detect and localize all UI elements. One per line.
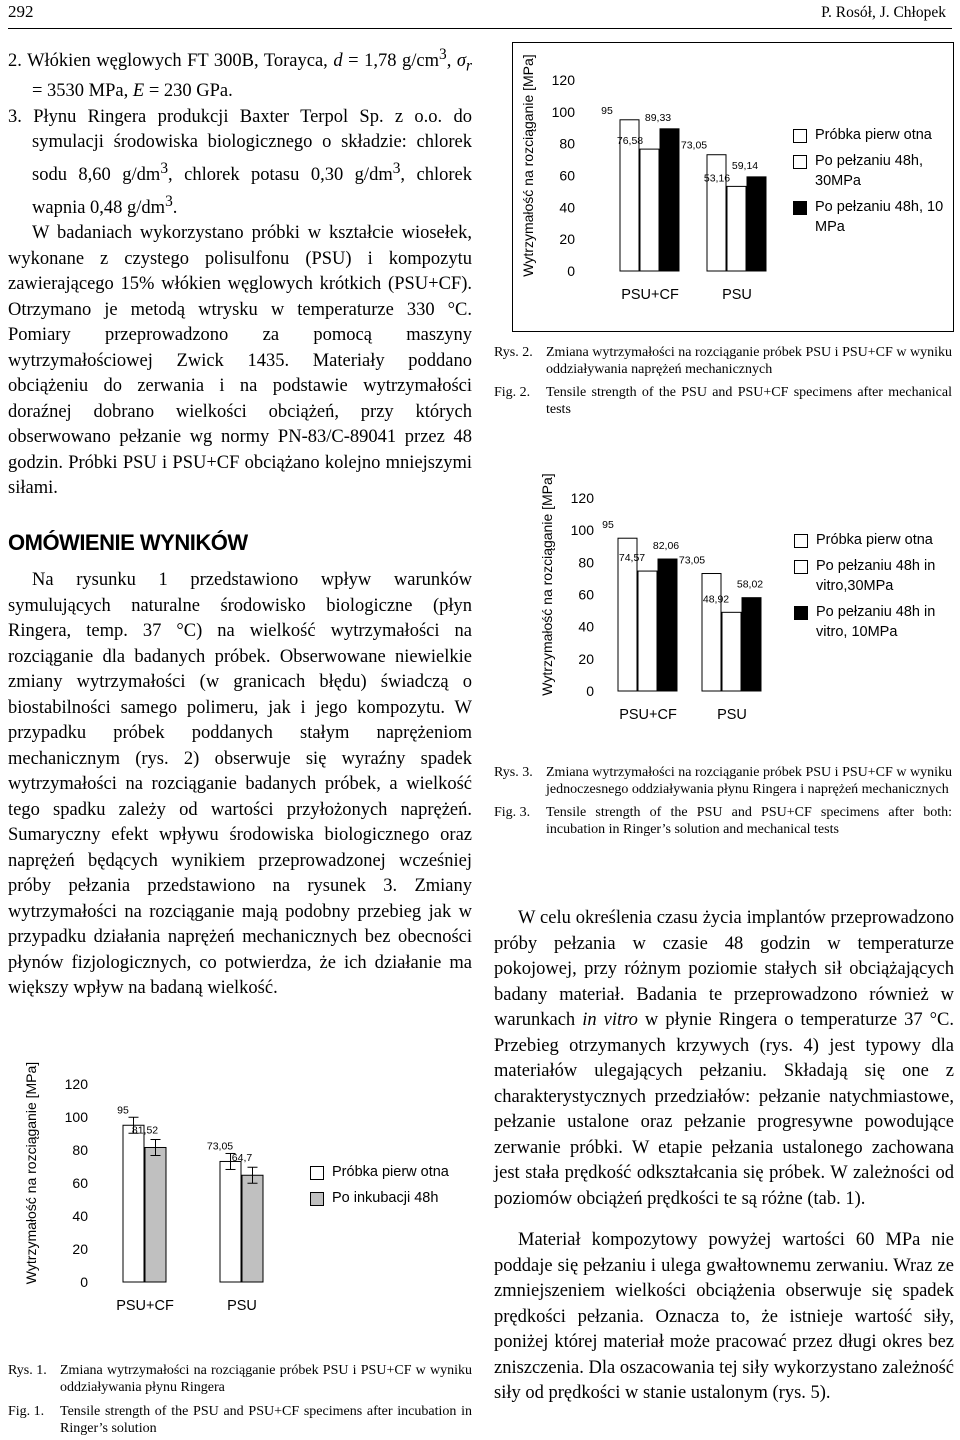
legend-label: Próbka pierw otna	[816, 532, 933, 548]
bar	[242, 1175, 263, 1282]
y-tick-label: 20	[578, 650, 594, 667]
legend-swatch	[793, 201, 807, 215]
y-tick-label: 100	[570, 522, 594, 539]
y-tick-label: 0	[586, 683, 594, 699]
legend-swatch	[793, 129, 807, 143]
legend-item	[793, 125, 951, 145]
x-tick-label: PSU	[717, 707, 747, 723]
figure-1-frame	[14, 1038, 474, 1348]
legend-label: Próbka pierw otna	[815, 127, 932, 143]
caption-number: Rys. 2.	[494, 345, 533, 360]
legend-label: Po pełzaniu 48h, 30MPa	[815, 153, 924, 189]
header-rule	[8, 28, 952, 29]
data-label: 48,92	[702, 593, 730, 606]
caption-text: Tensile strength of the PSU and PSU+CF specimens after both: incubation in Ringer’s solution and mechanical tests	[546, 805, 952, 837]
bar	[123, 1125, 144, 1282]
caption-text: Zmiana wytrzymałości na rozciąganie próbek PSU i PSU+CF w wyniku jednoczesnego oddziaływania płynu Ringera i naprężeń mechanicznych	[546, 765, 952, 797]
creep-paragraph-2: Materiał kompozytowy powyżej wartości 60 MPa nie poddaje się pełzaniu i ulega gwałtownemu zerwaniu. Wraz ze zmniejszeniem wielkości obciążenia obserwuje się spadek prędkości pełzania. Oznacza to, że istnieje wartość siły, poniżej której materiał może pracować przez długi okres bez zniszczenia. Dla oszacowania tej siły wykorzystano zależność siły od prędkości w stanie ustalonym (rys. 5).	[494, 1230, 954, 1403]
y-tick-label: 60	[559, 167, 575, 184]
figure-2-chart	[513, 43, 783, 331]
legend-label: Po pełzaniu 48h, 10 MPa	[815, 199, 944, 235]
data-label: 95	[117, 1104, 129, 1117]
legend-item	[794, 602, 954, 642]
creep-paragraph-1	[494, 906, 954, 1212]
caption-number: Rys. 1.	[8, 1363, 47, 1378]
paragraph-text: W celu określenia czasu życia implantów przeprowadzono próby pełzania w czasie 48 godzin w temperaturze pokojowej, przy różnym poziomie stałych sił obciążających badany materiał. Badania te przeprowadzono również w warunkach in vitro w płynie Ringera o temperaturze 37 °C. Przebieg otrzymanych krzywych (rys. 4) jest typowy dla materiałów ulegających pełzaniu. Składają się one z charakterystycznych przedziałów: pełzanie natychmiastowe, pełzanie ustalone oraz pełzanie progresywne powodujące zerwanie próbki. W etapie pełzania ustalonego zachowana jest stała prędkość odkształcania się próbek. W zależności od poziomów obciążeń prędkości te są różne (tab. 1).	[494, 908, 954, 1209]
caption-number: Fig. 1.	[8, 1404, 45, 1419]
data-label: 82,06	[652, 540, 680, 553]
y-tick-label: 40	[559, 199, 575, 216]
bar	[640, 149, 659, 271]
data-label: 74,57	[618, 552, 646, 565]
y-axis-title: Wytrzymałość na rozciąganie [MPa]	[520, 54, 536, 277]
bar	[722, 612, 741, 691]
data-label: 81,52	[131, 1124, 159, 1137]
data-label: 73,05	[680, 139, 708, 152]
legend-label: Po pełzaniu 48h in vitro,30MPa	[816, 558, 936, 594]
y-tick-label: 20	[559, 231, 575, 248]
x-tick-label: PSU+CF	[116, 1298, 174, 1314]
bar	[660, 129, 679, 271]
caption-text: Zmiana wytrzymałości na rozciąganie próbek PSU i PSU+CF w wyniku oddziaływania naprężeń mechanicznych	[546, 345, 952, 377]
list-item-text: 3. Płynu Ringera produkcji Baxter Terpol Sp. z o.o. do symulacji środowiska biologicznego o składzie: chlorek sodu 8,60 $g/dm^3$, chlorek potasu 0,30 $g/dm^3$, chlorek wapnia 0,48 $g/dm^3$.	[8, 106, 472, 218]
data-label: 95	[602, 519, 614, 532]
figure-3-legend	[794, 530, 954, 648]
bar	[658, 559, 677, 691]
legend-swatch	[794, 560, 808, 574]
figure-3-caption	[494, 764, 952, 838]
legend-swatch	[793, 155, 807, 169]
legend-swatch	[794, 606, 808, 620]
figure-1-legend	[310, 1162, 470, 1214]
caption-number: Fig. 3.	[494, 805, 531, 820]
y-tick-label: 120	[64, 1076, 88, 1092]
x-tick-label: PSU	[227, 1298, 257, 1314]
figure-1-caption	[8, 1362, 472, 1437]
legend-item	[793, 151, 951, 191]
data-label: 73,05	[678, 554, 706, 567]
caption-text: Tensile strength of the PSU and PSU+CF specimens after incubation in Ringer’s solution	[60, 1404, 472, 1436]
legend-label: Próbka pierw otna	[332, 1164, 449, 1180]
data-label: 53,16	[703, 172, 731, 185]
y-tick-label: 0	[80, 1274, 88, 1290]
caption-number: Rys. 3.	[494, 765, 533, 780]
data-label: 59,14	[731, 159, 759, 172]
data-label: 64,7	[231, 1152, 253, 1165]
y-tick-label: 60	[578, 586, 594, 603]
y-tick-label: 100	[551, 103, 575, 120]
legend-item	[794, 530, 954, 550]
bar	[742, 598, 761, 691]
methods-paragraph: W badaniach wykorzystano próbki w kształcie wiosełek, wykonane z czystego polisulfonu (PSU) i kompozytu zawierającego 15% włókien węglowych krótkich (PSU+CF). Otrzymano je metodą wtrysku w temperaturze 330 °C. Pomiary przeprowadzono za pomocą maszyny wytrzymałościowej Zwick 1435. Materiały poddano obciążeniu do zerwania i na podstawie wytrzymałości doraźnej dobrano wielkości obciążeń, przy których obserwowano pełzanie wg normy PN-83/C-89041 przez 48 godzin. Próbki PSU i PSU+CF obciążano kolejno mniejszymi siłami.	[8, 223, 472, 499]
legend-swatch	[310, 1166, 324, 1180]
y-tick-label: 80	[559, 135, 575, 152]
section-heading: OMÓWIENIE WYNIKÓW	[8, 530, 248, 555]
running-head: P. Rosół, J. Chłopek	[821, 4, 946, 21]
legend-item	[794, 556, 954, 596]
caption-text: Tensile strength of the PSU and PSU+CF specimens after mechanical tests	[546, 385, 952, 417]
list-item	[8, 105, 472, 221]
results-paragraph: Na rysunku 1 przedstawiono wpływ warunków symulujących naturalne środowisko biologiczne (płyn Ringera, temp. 37 °C) na wielkość wytrzymałości na rozciąganie dla badanych próbek. Obserwowane niewielkie zmiany wytrzymałości (w granicach błędu) świadczą o biostabilności samego polimeru, jak i jego kompozytu. W przypadku próbek poddanych stałym naprężeniom mechanicznym (rys. 2) obserwuje się wyraźny spadek wytrzymałości na rozciąganie badanych próbek, a wielkość tego spadku zależy od wartości przyłożonych naprężeń. Sumaryczny efekt wpływu środowiska biologicznego oraz naprężeń będących wynikiem przeprowadzonej wcześniej próby pełzania przedstawiono na rysunek 3. Zmiany wytrzymałości na rozciąganie mają podobny przebieg jak w przypadku działania naprężeń mechanicznych bez obecności płynów fizjologicznych, co potwierdza, że ich działanie ma większy wpływ na badaną wielkość.	[8, 570, 472, 998]
y-tick-label: 40	[578, 618, 594, 635]
y-tick-label: 0	[567, 263, 575, 279]
legend-item	[793, 197, 951, 237]
data-label: 73,05	[206, 1140, 234, 1153]
legend-swatch	[310, 1192, 324, 1206]
legend-label: Po pełzaniu 48h in vitro, 10MPa	[816, 604, 936, 640]
bar	[747, 177, 766, 271]
y-axis-title: Wytrzymałość na rozciąganie [MPa]	[539, 473, 555, 696]
y-tick-label: 40	[72, 1208, 88, 1224]
bar	[145, 1147, 166, 1282]
y-tick-label: 80	[72, 1142, 88, 1158]
caption-number: Fig. 2.	[494, 385, 531, 400]
data-label: 95	[601, 104, 613, 117]
x-tick-label: PSU+CF	[621, 287, 679, 303]
data-label: 89,33	[644, 111, 672, 124]
x-tick-label: PSU+CF	[619, 707, 677, 723]
figure-2-frame	[512, 42, 954, 332]
y-tick-label: 120	[570, 490, 594, 506]
x-tick-label: PSU	[722, 287, 752, 303]
legend-item	[310, 1188, 470, 1208]
figure-2-caption	[494, 344, 952, 418]
data-label: 58,02	[736, 578, 764, 591]
legend-item	[310, 1162, 470, 1182]
y-tick-label: 80	[578, 554, 594, 571]
data-label: 76,58	[616, 135, 644, 148]
bar	[702, 574, 721, 691]
y-tick-label: 120	[551, 72, 575, 88]
y-tick-label: 60	[72, 1175, 88, 1191]
materials-list	[8, 42, 472, 502]
figure-2-legend	[793, 125, 951, 243]
list-item	[8, 42, 472, 105]
legend-label: Po inkubacji 48h	[332, 1190, 439, 1206]
list-item-text: 2. Włókien węglowych FT 300B, Torayca, d = 1,78 $g/cm^3$, $\sigma_r = 3530$ MPa, E = 230 GPa.	[8, 46, 472, 102]
caption-text: Zmiana wytrzymałości na rozciąganie próbek PSU i PSU+CF w wyniku oddziaływania płynu Ringera	[60, 1363, 472, 1395]
y-tick-label: 100	[64, 1109, 88, 1125]
legend-swatch	[794, 534, 808, 548]
figure-3-frame	[530, 464, 956, 754]
bar	[727, 186, 746, 271]
figure-3-chart	[530, 464, 786, 754]
y-tick-label: 20	[72, 1241, 88, 1257]
y-axis-title: Wytrzymałość na rozciąganie [MPa]	[23, 1061, 39, 1285]
page-number: 292	[8, 2, 34, 21]
bar	[638, 571, 657, 691]
bar	[220, 1161, 241, 1282]
